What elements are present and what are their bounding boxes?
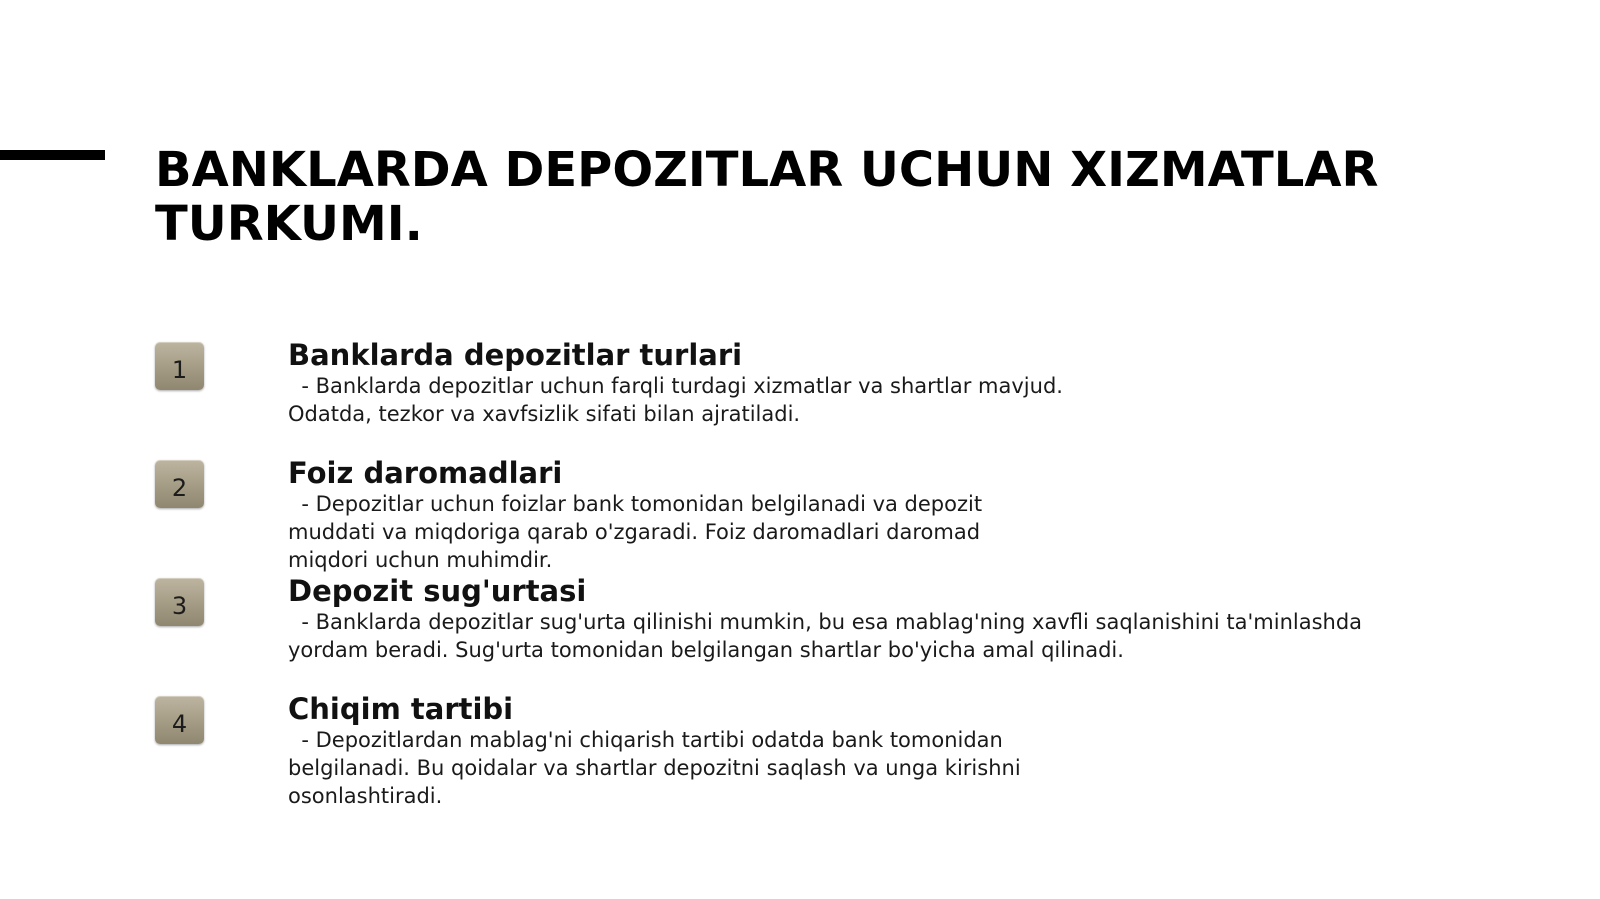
slide-title: BANKLARDA DEPOZITLAR UCHUN XIZMATLAR TURKUMI. — [155, 142, 1379, 252]
item-heading-2: Foiz daromadlari — [288, 456, 563, 490]
item-body-3 — [288, 574, 1362, 664]
item-heading-4: Chiqim tartibi — [288, 692, 514, 726]
number-badge-4: 4 — [155, 696, 204, 744]
number-badge-2: 2 — [155, 460, 204, 508]
number-badge-3: 3 — [155, 578, 204, 626]
item-text-4: - Depozitlardan mablag'ni chiqarish tartibi odatda bank tomonidan belgilanadi. Bu qoidalar va shartlar depozitni saqlash va unga kirishni osonlashtiradi. — [288, 728, 1021, 808]
item-text-2: - Depozitlar uchun foizlar bank tomonidan belgilanadi va depozit muddati va miqdoriga qarab o'zgaradi. Foiz daromadlari daromad miqdori uchun muhimdir. — [288, 492, 983, 572]
item-heading-3: Depozit sug'urtasi — [288, 574, 587, 608]
item-body-1 — [288, 338, 1063, 428]
item-body-2 — [288, 456, 982, 574]
item-heading-1: Banklarda depozitlar turlari — [288, 338, 743, 372]
accent-bar — [0, 150, 105, 160]
item-body-4 — [288, 692, 1021, 810]
item-text-3: - Banklarda depozitlar sug'urta qilinishi mumkin, bu esa mablag'ning xavfli saqlanishini ta'minlashda yordam beradi. Sug'urta tomonidan belgilangan shartlar bo'yicha amal qilinadi. — [288, 610, 1363, 662]
number-badge-1: 1 — [155, 342, 204, 390]
item-text-1: - Banklarda depozitlar uchun farqli turdagi xizmatlar va shartlar mavjud. Odatda, tezkor va xavfsizlik sifati bilan ajratiladi. — [288, 374, 1063, 426]
